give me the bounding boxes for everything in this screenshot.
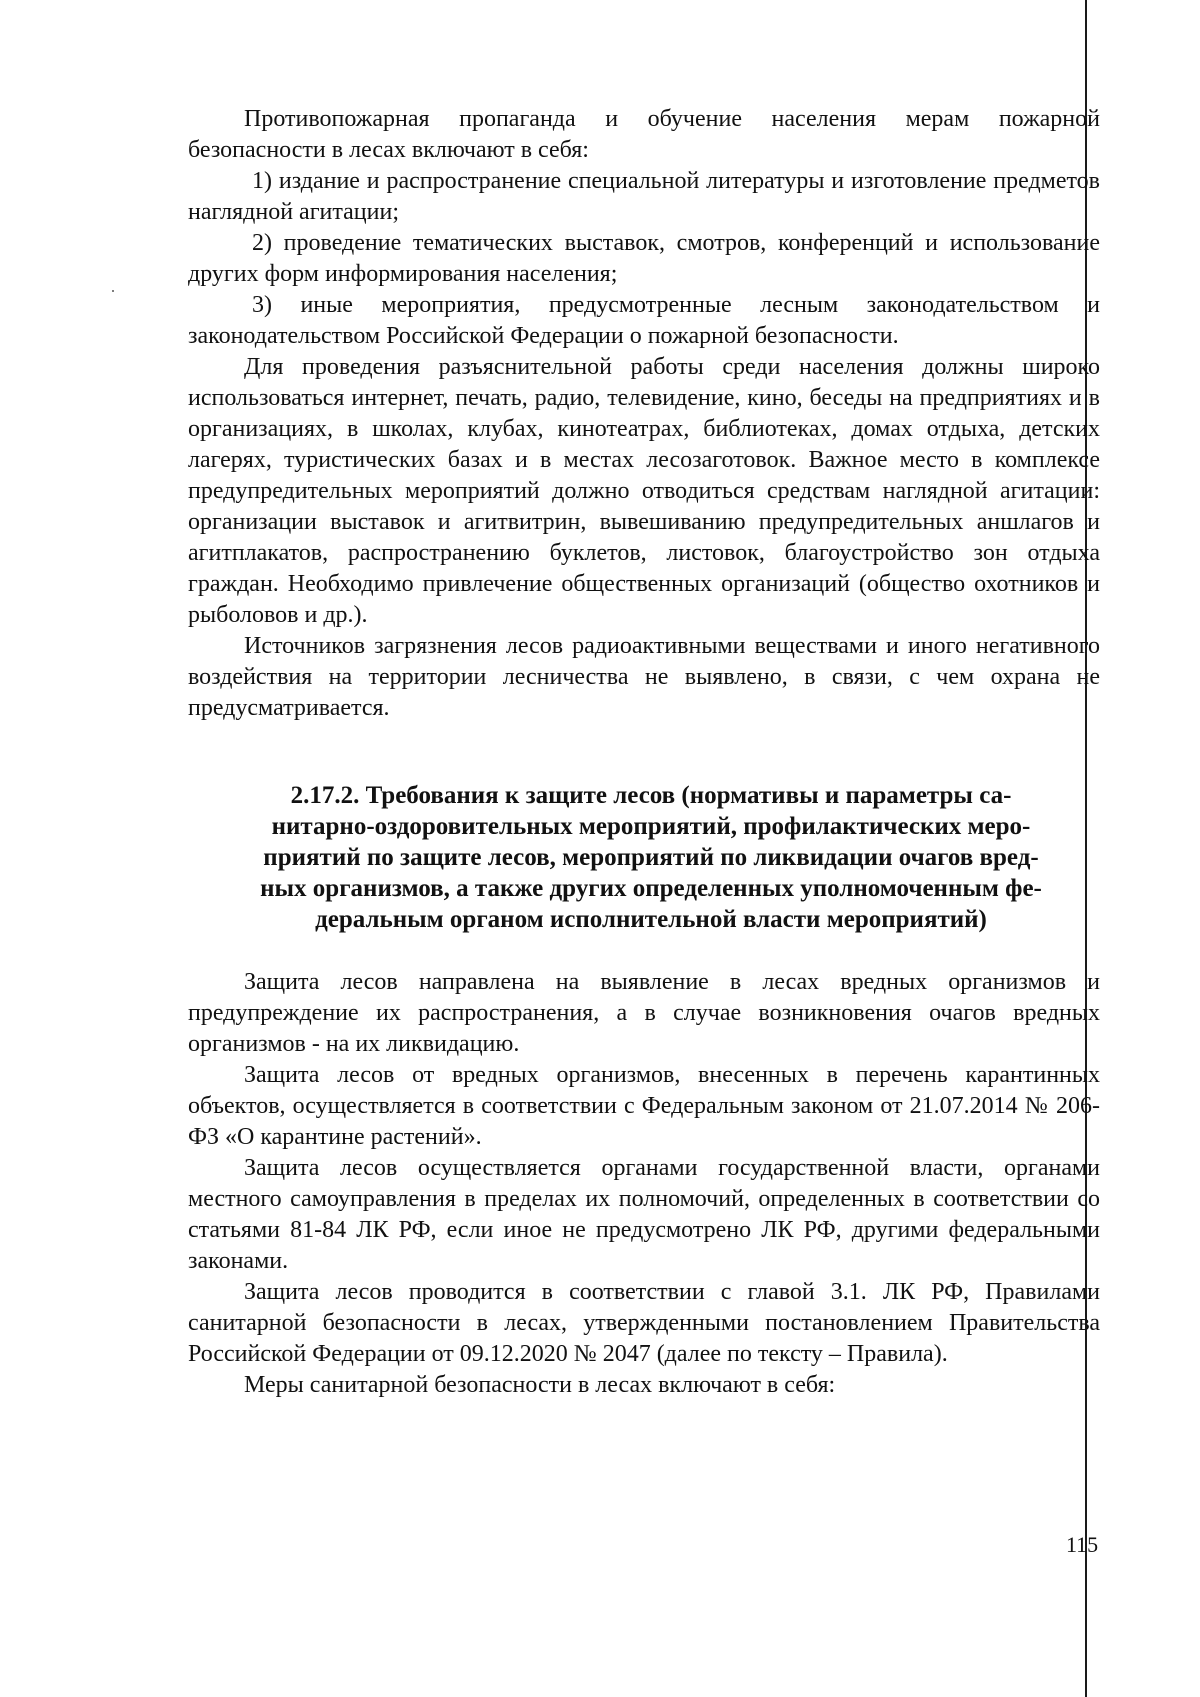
paragraph-measures: Меры санитарной безопасности в лесах включают в себя: [244, 1372, 836, 1398]
paragraph-explanatory-work: Для проведения разъяснительной работы среди населения должны широко использоваться интернет, печать, радио, телевидение, кино, беседы на предприятиях и в организациях, в школах, клубах, кинотеатрах, библиотеках, домах отдыха, детских лагерях, туристических базах и в местах лесозаготовок. Важное место в комплексе предупредительных мероприятий должно отводиться средствам наглядной агитации: организации выставок и агитвитрин, вывешиванию предупредительных аншлагов и агитплакатов, распространению буклетов, листовок, благоустройство зон отдыха граждан. Необходимо привлечение общественных организаций (общество охотников и рыболовов и др.). [188, 354, 1100, 628]
paragraph-radioactive: Источников загрязнения лесов радиоактивными веществами и иного негативного воздействия на территории лесничества не выявлено, в связи, с чем охрана не предусматривается. [188, 633, 1100, 721]
paragraph-intro: Противопожарная пропаганда и обучение населения мерам пожарной безопасности в лесах включают в себя: [188, 106, 1100, 163]
section-heading [188, 780, 1100, 935]
paragraph-protection-purpose: Защита лесов направлена на выявление в лесах вредных организмов и предупреждение их распространения, а в случае возникновения очагов вредных организмов - на их ликвидацию. [188, 969, 1100, 1057]
heading-line-4: ных организмов, а также других определенных уполномоченным фе- [260, 875, 1042, 902]
forest-protection-section [188, 967, 1100, 1401]
heading-line-1: 2.17.2. Требования к защите лесов (нормативы и параметры са- [290, 782, 1012, 809]
heading-line-2: нитарно-оздоровительных мероприятий, профилактических меро- [271, 813, 1031, 840]
heading-line-5: деральным органом исполнительной власти мероприятий) [315, 906, 987, 933]
page-number: 115 [1066, 1532, 1099, 1557]
list-item-3: 3) иные мероприятия, предусмотренные лесным законодательством и законодательством Российской Федерации о пожарной безопасности. [188, 292, 1100, 349]
list-item-1: 1) издание и распространение специальной литературы и изготовление предметов наглядной агитации; [188, 168, 1100, 225]
heading-line-3: приятий по защите лесов, мероприятий по ликвидации очагов вред- [263, 844, 1039, 871]
paragraph-rules: Защита лесов проводится в соответствии с главой 3.1. ЛК РФ, Правилами санитарной безопасности в лесах, утвержденными постановлением Правительства Российской Федерации от 09.12.2020 № 2047 (далее по тексту – Правила). [188, 1279, 1100, 1367]
scan-speck [112, 290, 114, 292]
list-item-2: 2) проведение тематических выставок, смотров, конференций и использование других форм информирования населения; [188, 230, 1100, 287]
paragraph-authorities: Защита лесов осуществляется органами государственной власти, органами местного самоуправления в пределах их полномочий, определенных в соответствии со статьями 81-84 ЛК РФ, если иное не предусмотрено ЛК РФ, другими федеральными законами. [188, 1155, 1100, 1274]
paragraph-quarantine: Защита лесов от вредных организмов, внесенных в перечень карантинных объектов, осуществляется в соответствии с Федеральным законом от 21.07.2014 № 206-ФЗ «О карантине растений». [188, 1062, 1100, 1150]
page-content [188, 104, 1100, 1401]
